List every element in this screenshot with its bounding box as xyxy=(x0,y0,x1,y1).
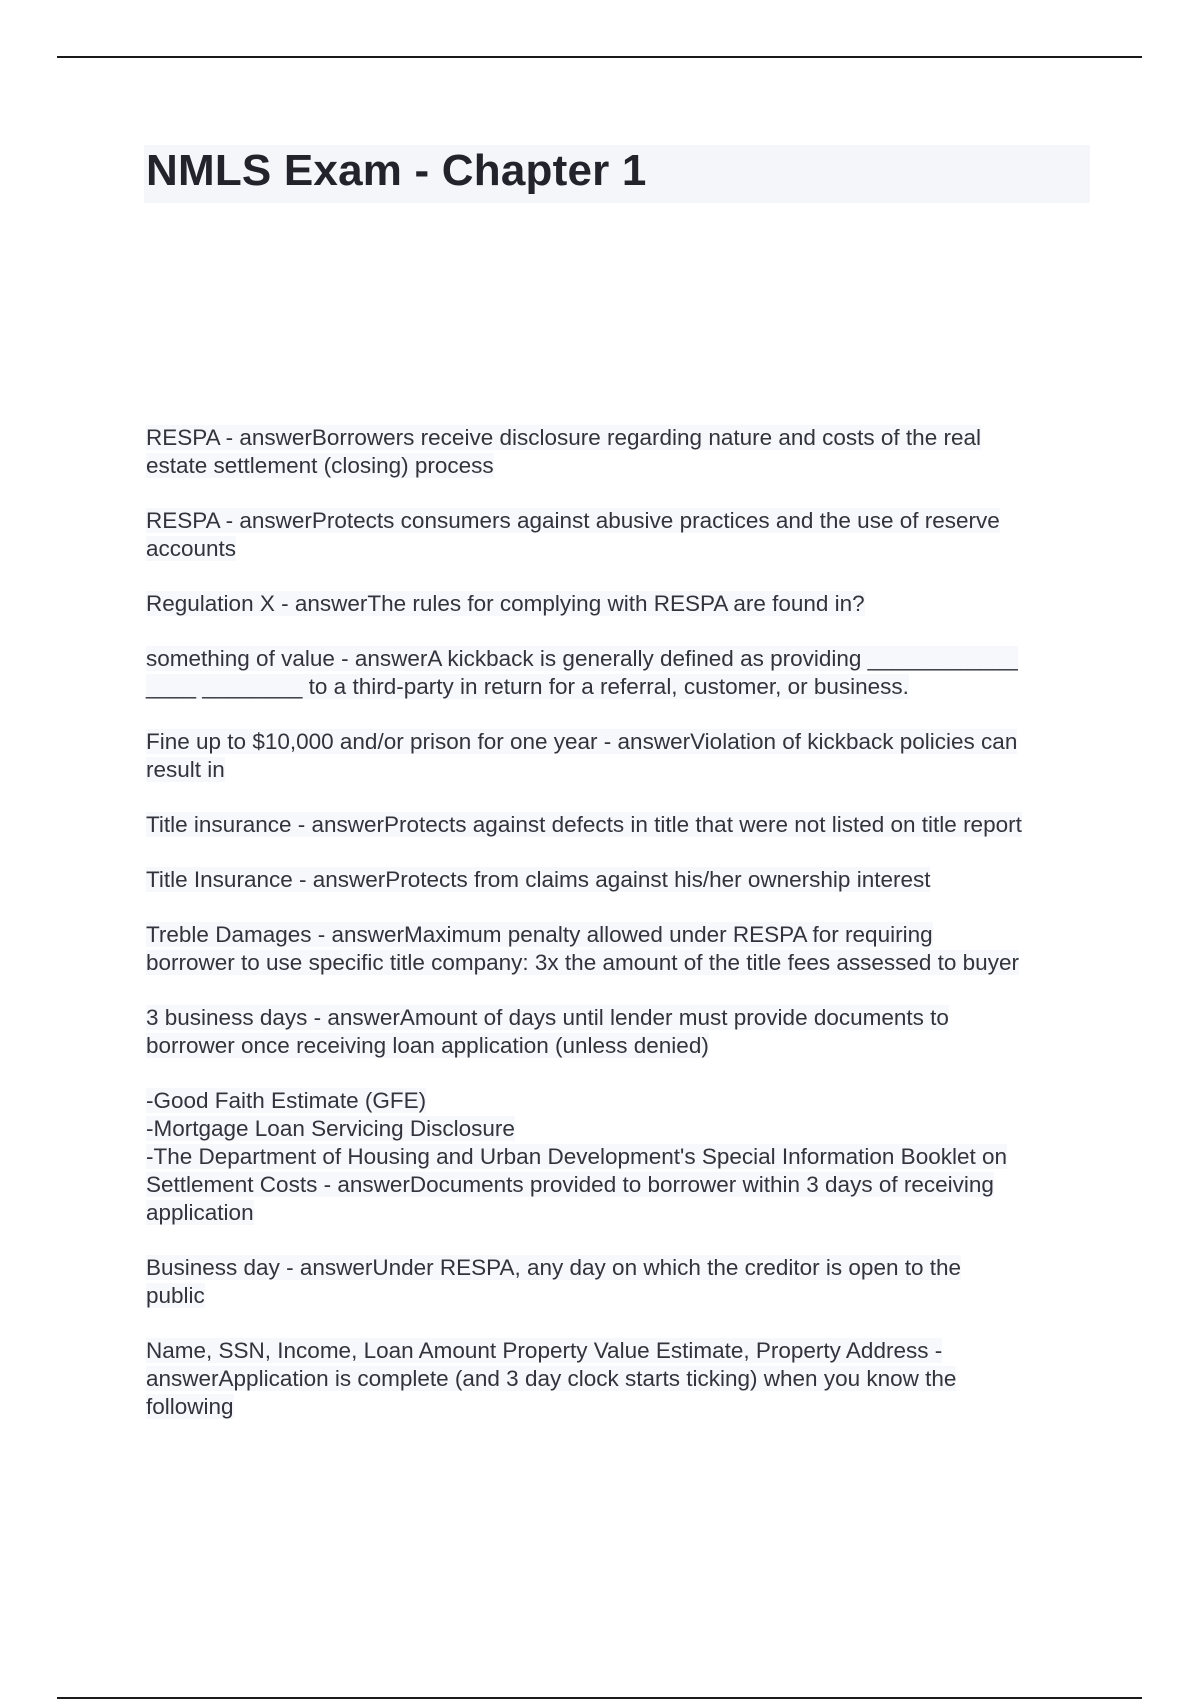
page-title: NMLS Exam - Chapter 1 xyxy=(146,146,647,195)
list-item xyxy=(146,1004,1096,1060)
list-item xyxy=(146,921,1096,977)
list-item xyxy=(146,728,1096,784)
qa-list xyxy=(146,424,1096,1448)
list-item-text: RESPA - answerBorrowers receive disclosure regarding nature and costs of the real estate settlement (closing) process xyxy=(146,425,981,478)
list-item-text: something of value - answerA kickback is generally defined as providing ____________ ____ ________ to a third-party in return for a referral, customer, or business. xyxy=(146,646,1018,699)
list-item xyxy=(146,590,1096,618)
list-item xyxy=(146,866,1096,894)
bottom-rule xyxy=(57,1697,1142,1699)
list-item-text: Business day - answerUnder RESPA, any day on which the creditor is open to the public xyxy=(146,1255,962,1308)
list-item-text: 3 business days - answerAmount of days until lender must provide documents to borrower once receiving loan application (unless denied) xyxy=(146,1005,949,1058)
list-item xyxy=(146,811,1096,839)
list-item-text: Title Insurance - answerProtects from claims against his/her ownership interest xyxy=(146,867,931,892)
list-item-text: Treble Damages - answerMaximum penalty allowed under RESPA for requiring borrower to use specific title company: 3x the amount of the title fees assessed to buyer xyxy=(146,922,1019,975)
list-item-text: Name, SSN, Income, Loan Amount Property Value Estimate, Property Address - answerApplication is complete (and 3 day clock starts ticking) when you know the following xyxy=(146,1338,957,1419)
list-item-text: Fine up to $10,000 and/or prison for one year - answerViolation of kickback policies can result in xyxy=(146,729,1018,782)
list-item xyxy=(146,507,1096,563)
list-item xyxy=(146,645,1096,701)
list-item xyxy=(146,1337,1096,1421)
top-rule xyxy=(57,56,1142,58)
list-item-text: Regulation X - answerThe rules for complying with RESPA are found in? xyxy=(146,591,865,616)
list-item xyxy=(146,424,1096,480)
list-item xyxy=(146,1254,1096,1310)
list-item-text: -Good Faith Estimate (GFE) -Mortgage Loan Servicing Disclosure -The Department of Housing and Urban Development's Special Information Booklet on Settlement Costs - answerDocuments provided to borrower within 3 days of receiving application xyxy=(146,1088,1008,1225)
list-item-text: RESPA - answerProtects consumers against abusive practices and the use of reserve accounts xyxy=(146,508,1000,561)
list-item xyxy=(146,1087,1096,1227)
list-item-text: Title insurance - answerProtects against defects in title that were not listed on title report xyxy=(146,812,1022,837)
